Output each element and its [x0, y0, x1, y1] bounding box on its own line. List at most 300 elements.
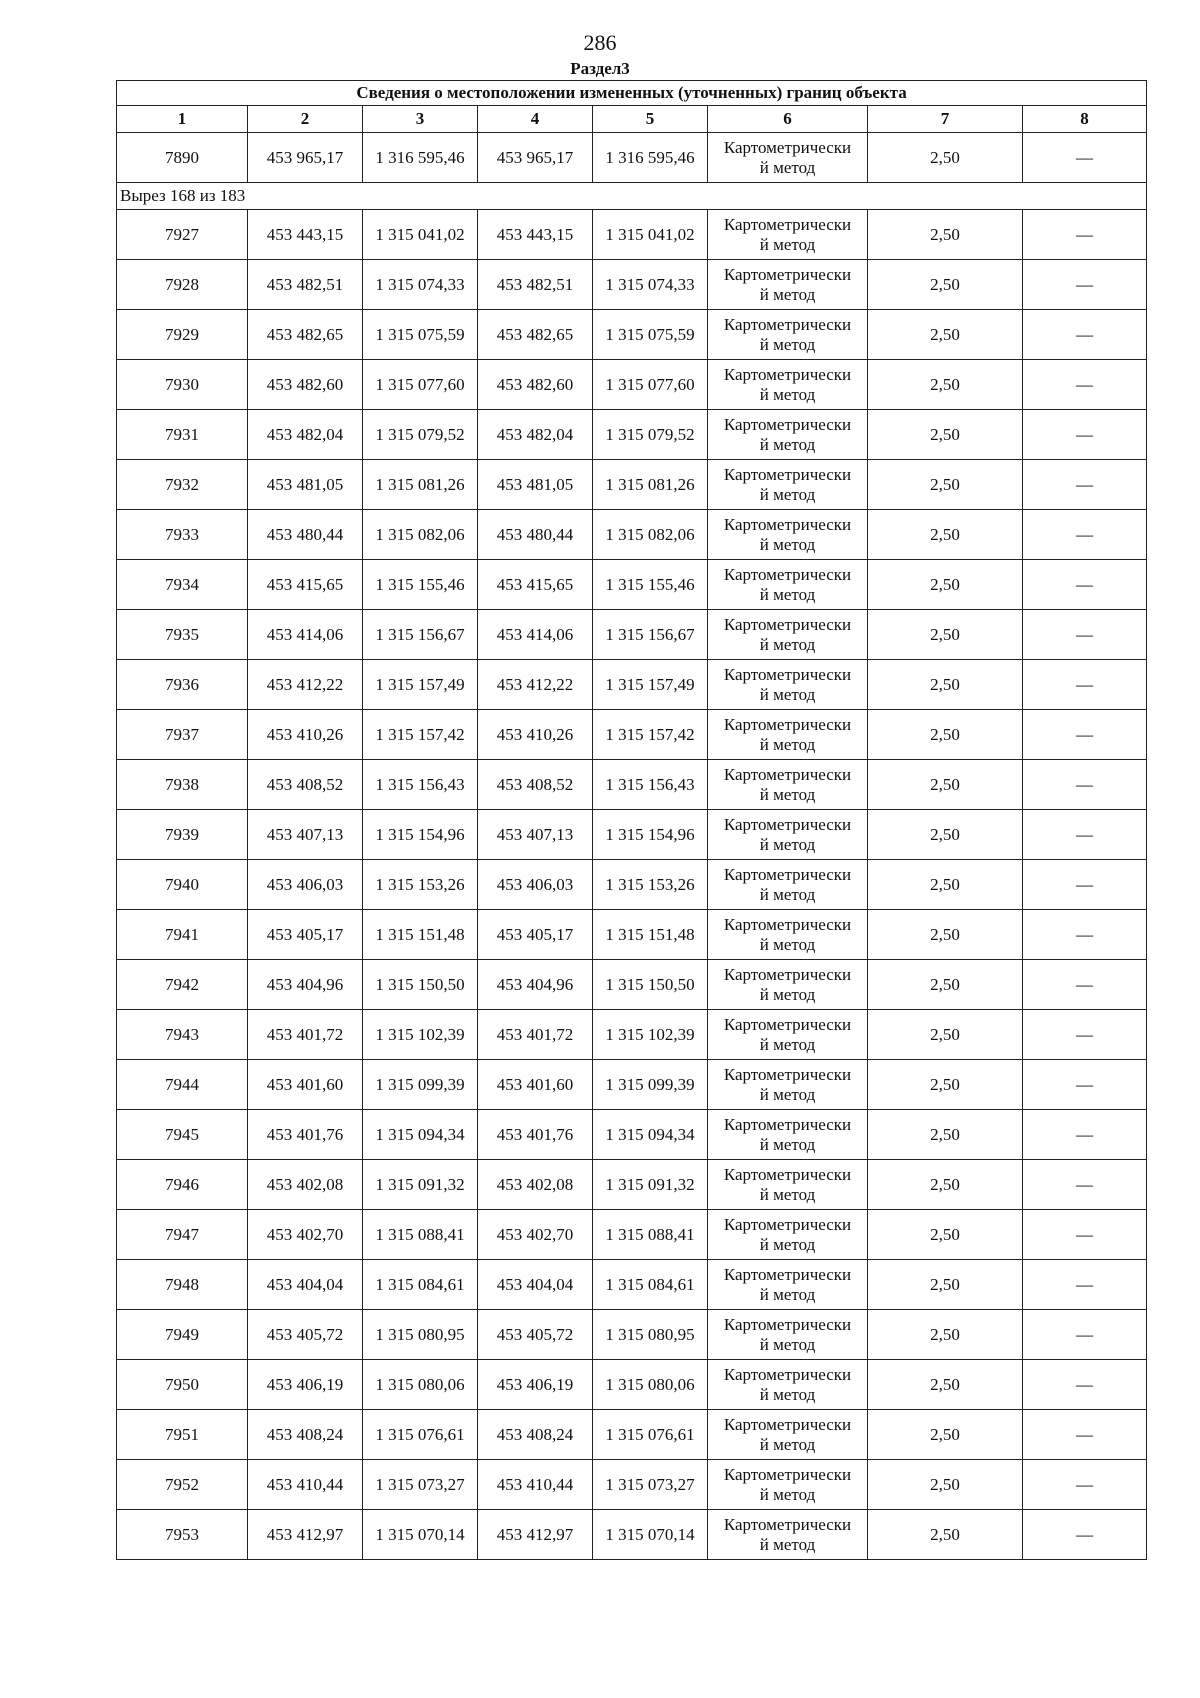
x-new: 453 443,15 — [478, 210, 593, 260]
x-old: 453 410,44 — [248, 1460, 363, 1510]
method-line: Картометрически — [723, 414, 852, 434]
method-cell — [708, 560, 868, 610]
x-new: 453 404,04 — [478, 1260, 593, 1310]
y-old: 1 315 075,59 — [363, 310, 478, 360]
method-line: Картометрически — [723, 864, 852, 884]
table-row — [117, 1460, 1147, 1510]
x-old: 453 401,60 — [248, 1060, 363, 1110]
x-old: 453 482,04 — [248, 410, 363, 460]
y-old: 1 315 091,32 — [363, 1160, 478, 1210]
accuracy: 2,50 — [868, 610, 1023, 660]
method-cell — [708, 910, 868, 960]
point-number: 7937 — [117, 710, 248, 760]
table-row — [117, 310, 1147, 360]
point-number: 7949 — [117, 1310, 248, 1360]
method-line: й метод — [759, 684, 816, 704]
x-old: 453 401,76 — [248, 1110, 363, 1160]
method-line: Картометрически — [723, 514, 852, 534]
y-new: 1 315 080,95 — [593, 1310, 708, 1360]
y-new: 1 315 151,48 — [593, 910, 708, 960]
x-old: 453 965,17 — [248, 133, 363, 183]
note: — — [1023, 210, 1147, 260]
x-old: 453 412,97 — [248, 1510, 363, 1560]
y-new: 1 315 079,52 — [593, 410, 708, 460]
x-new: 453 965,17 — [478, 133, 593, 183]
note: — — [1023, 510, 1147, 560]
x-new: 453 414,06 — [478, 610, 593, 660]
column-header: 7 — [868, 106, 1023, 133]
method-line: Картометрически — [723, 214, 852, 234]
method-line: Картометрически — [723, 564, 852, 584]
method-line: й метод — [759, 1484, 816, 1504]
method-cell — [708, 360, 868, 410]
table-row — [117, 133, 1147, 183]
method-line: й метод — [759, 284, 816, 304]
method-line: Картометрически — [723, 814, 852, 834]
point-number: 7938 — [117, 760, 248, 810]
table-row — [117, 760, 1147, 810]
method-cell — [708, 1210, 868, 1260]
accuracy: 2,50 — [868, 1360, 1023, 1410]
y-old: 1 315 082,06 — [363, 510, 478, 560]
method-line: Картометрически — [723, 1464, 852, 1484]
column-header: 3 — [363, 106, 478, 133]
point-number: 7890 — [117, 133, 248, 183]
method-cell — [708, 760, 868, 810]
table-row — [117, 810, 1147, 860]
y-new: 1 315 074,33 — [593, 260, 708, 310]
accuracy: 2,50 — [868, 1260, 1023, 1310]
table-row — [117, 660, 1147, 710]
method-line: й метод — [759, 1534, 816, 1554]
accuracy: 2,50 — [868, 210, 1023, 260]
y-old: 1 315 088,41 — [363, 1210, 478, 1260]
accuracy: 2,50 — [868, 1110, 1023, 1160]
note: — — [1023, 360, 1147, 410]
accuracy: 2,50 — [868, 360, 1023, 410]
method-line: й метод — [759, 584, 816, 604]
accuracy: 2,50 — [868, 1410, 1023, 1460]
table-caption-row — [117, 81, 1147, 106]
method-line: Картометрически — [723, 1014, 852, 1034]
method-line: Картометрически — [723, 1314, 852, 1334]
table-row — [117, 860, 1147, 910]
y-new: 1 315 157,42 — [593, 710, 708, 760]
accuracy: 2,50 — [868, 1460, 1023, 1510]
method-line: й метод — [759, 734, 816, 754]
x-old: 453 414,06 — [248, 610, 363, 660]
accuracy: 2,50 — [868, 660, 1023, 710]
table-row — [117, 460, 1147, 510]
note: — — [1023, 1310, 1147, 1360]
x-old: 453 406,19 — [248, 1360, 363, 1410]
note: — — [1023, 860, 1147, 910]
table-row — [117, 260, 1147, 310]
table-row — [117, 1210, 1147, 1260]
method-cell — [708, 510, 868, 560]
y-new: 1 315 099,39 — [593, 1060, 708, 1110]
y-old: 1 315 077,60 — [363, 360, 478, 410]
accuracy: 2,50 — [868, 1060, 1023, 1110]
y-new: 1 315 075,59 — [593, 310, 708, 360]
y-old: 1 315 094,34 — [363, 1110, 478, 1160]
point-number: 7953 — [117, 1510, 248, 1560]
table-row — [117, 1510, 1147, 1560]
x-new: 453 410,26 — [478, 710, 593, 760]
note: — — [1023, 1260, 1147, 1310]
y-new: 1 315 077,60 — [593, 360, 708, 410]
y-new: 1 315 088,41 — [593, 1210, 708, 1260]
x-new: 453 481,05 — [478, 460, 593, 510]
y-old: 1 315 151,48 — [363, 910, 478, 960]
note: — — [1023, 660, 1147, 710]
x-old: 453 443,15 — [248, 210, 363, 260]
point-number: 7939 — [117, 810, 248, 860]
note: — — [1023, 1060, 1147, 1110]
note: — — [1023, 1460, 1147, 1510]
column-header: 4 — [478, 106, 593, 133]
method-cell — [708, 1010, 868, 1060]
y-old: 1 315 080,95 — [363, 1310, 478, 1360]
method-cell — [708, 1460, 868, 1510]
note: — — [1023, 560, 1147, 610]
note: — — [1023, 1510, 1147, 1560]
accuracy: 2,50 — [868, 1210, 1023, 1260]
x-new: 453 410,44 — [478, 1460, 593, 1510]
x-old: 453 402,70 — [248, 1210, 363, 1260]
note: — — [1023, 133, 1147, 183]
y-new: 1 315 076,61 — [593, 1410, 708, 1460]
method-line: й метод — [759, 834, 816, 854]
accuracy: 2,50 — [868, 710, 1023, 760]
x-new: 453 482,51 — [478, 260, 593, 310]
method-line: Картометрически — [723, 314, 852, 334]
point-number: 7934 — [117, 560, 248, 610]
table-row — [117, 560, 1147, 610]
method-line: й метод — [759, 384, 816, 404]
method-cell — [708, 460, 868, 510]
table-row — [117, 510, 1147, 560]
point-number: 7941 — [117, 910, 248, 960]
method-line: й метод — [759, 1084, 816, 1104]
point-number: 7930 — [117, 360, 248, 410]
point-number: 7940 — [117, 860, 248, 910]
y-old: 1 315 154,96 — [363, 810, 478, 860]
y-new: 1 315 073,27 — [593, 1460, 708, 1510]
y-old: 1 315 070,14 — [363, 1510, 478, 1560]
y-new: 1 315 094,34 — [593, 1110, 708, 1160]
point-number: 7952 — [117, 1460, 248, 1510]
method-cell — [708, 960, 868, 1010]
y-old: 1 315 076,61 — [363, 1410, 478, 1460]
y-new: 1 315 091,32 — [593, 1160, 708, 1210]
method-line: Картометрически — [723, 1514, 852, 1534]
y-old: 1 315 074,33 — [363, 260, 478, 310]
x-new: 453 408,24 — [478, 1410, 593, 1460]
x-new: 453 401,60 — [478, 1060, 593, 1110]
column-header: 5 — [593, 106, 708, 133]
point-number: 7929 — [117, 310, 248, 360]
note: — — [1023, 910, 1147, 960]
method-line: й метод — [759, 1384, 816, 1404]
method-line: Картометрически — [723, 464, 852, 484]
column-header-row — [117, 106, 1147, 133]
y-old: 1 315 080,06 — [363, 1360, 478, 1410]
y-old: 1 315 079,52 — [363, 410, 478, 460]
x-new: 453 405,72 — [478, 1310, 593, 1360]
method-line: Картометрически — [723, 1414, 852, 1434]
method-line: й метод — [759, 1334, 816, 1354]
x-old: 453 401,72 — [248, 1010, 363, 1060]
method-cell — [708, 710, 868, 760]
x-old: 453 407,13 — [248, 810, 363, 860]
section-title: Раздел3 — [570, 59, 630, 78]
y-old: 1 315 081,26 — [363, 460, 478, 510]
x-old: 453 480,44 — [248, 510, 363, 560]
accuracy: 2,50 — [868, 1010, 1023, 1060]
x-new: 453 480,44 — [478, 510, 593, 560]
method-line: Картометрически — [723, 614, 852, 634]
method-line: й метод — [759, 1434, 816, 1454]
note: — — [1023, 710, 1147, 760]
point-number: 7935 — [117, 610, 248, 660]
x-new: 453 404,96 — [478, 960, 593, 1010]
column-header: 6 — [708, 106, 868, 133]
accuracy: 2,50 — [868, 460, 1023, 510]
table-row — [117, 960, 1147, 1010]
cut-label: Вырез 168 из 183 — [117, 183, 1147, 210]
method-line: й метод — [759, 534, 816, 554]
note: — — [1023, 1210, 1147, 1260]
column-header: 8 — [1023, 106, 1147, 133]
y-old: 1 315 156,67 — [363, 610, 478, 660]
method-cell — [708, 1310, 868, 1360]
y-new: 1 315 150,50 — [593, 960, 708, 1010]
y-old: 1 315 073,27 — [363, 1460, 478, 1510]
method-line: й метод — [759, 934, 816, 954]
accuracy: 2,50 — [868, 310, 1023, 360]
y-new: 1 315 153,26 — [593, 860, 708, 910]
point-number: 7933 — [117, 510, 248, 560]
method-line: Картометрически — [723, 914, 852, 934]
x-old: 453 410,26 — [248, 710, 363, 760]
column-header: 1 — [117, 106, 248, 133]
method-cell — [708, 1160, 868, 1210]
x-new: 453 412,22 — [478, 660, 593, 710]
method-line: й метод — [759, 484, 816, 504]
x-new: 453 401,72 — [478, 1010, 593, 1060]
note: — — [1023, 1110, 1147, 1160]
method-cell — [708, 1060, 868, 1110]
x-old: 453 482,60 — [248, 360, 363, 410]
point-number: 7950 — [117, 1360, 248, 1410]
method-cell — [708, 133, 868, 183]
table-row — [117, 1310, 1147, 1360]
note: — — [1023, 460, 1147, 510]
table-caption: Сведения о местоположении измененных (уточненных) границ объекта — [117, 81, 1147, 106]
method-line: Картометрически — [723, 364, 852, 384]
table-row — [117, 1260, 1147, 1310]
y-old: 1 315 084,61 — [363, 1260, 478, 1310]
point-number: 7936 — [117, 660, 248, 710]
y-old: 1 315 150,50 — [363, 960, 478, 1010]
table-row — [117, 210, 1147, 260]
x-old: 453 405,17 — [248, 910, 363, 960]
accuracy: 2,50 — [868, 510, 1023, 560]
method-line: Картометрически — [723, 1264, 852, 1284]
x-new: 453 406,19 — [478, 1360, 593, 1410]
point-number: 7928 — [117, 260, 248, 310]
note: — — [1023, 1410, 1147, 1460]
method-line: й метод — [759, 1284, 816, 1304]
method-line: Картометрически — [723, 1214, 852, 1234]
method-line: й метод — [759, 634, 816, 654]
x-old: 453 482,65 — [248, 310, 363, 360]
method-line: й метод — [759, 234, 816, 254]
x-new: 453 405,17 — [478, 910, 593, 960]
x-new: 453 407,13 — [478, 810, 593, 860]
y-old: 1 315 041,02 — [363, 210, 478, 260]
method-cell — [708, 1510, 868, 1560]
y-new: 1 315 157,49 — [593, 660, 708, 710]
method-line: й метод — [759, 1234, 816, 1254]
method-cell — [708, 1110, 868, 1160]
y-new: 1 315 154,96 — [593, 810, 708, 860]
method-line: Картометрически — [723, 137, 852, 157]
method-line: й метод — [759, 1134, 816, 1154]
table-row — [117, 710, 1147, 760]
accuracy: 2,50 — [868, 133, 1023, 183]
x-new: 453 415,65 — [478, 560, 593, 610]
accuracy: 2,50 — [868, 760, 1023, 810]
table-row — [117, 1110, 1147, 1160]
x-new: 453 412,97 — [478, 1510, 593, 1560]
accuracy: 2,50 — [868, 560, 1023, 610]
table-row — [117, 1410, 1147, 1460]
method-cell — [708, 810, 868, 860]
x-old: 453 405,72 — [248, 1310, 363, 1360]
column-header: 2 — [248, 106, 363, 133]
x-old: 453 408,52 — [248, 760, 363, 810]
y-old: 1 315 102,39 — [363, 1010, 478, 1060]
table-row — [117, 360, 1147, 410]
note: — — [1023, 1010, 1147, 1060]
y-new: 1 315 081,26 — [593, 460, 708, 510]
method-line: й метод — [759, 1184, 816, 1204]
x-old: 453 408,24 — [248, 1410, 363, 1460]
table-row — [117, 910, 1147, 960]
x-new: 453 482,60 — [478, 360, 593, 410]
note: — — [1023, 610, 1147, 660]
method-line: Картометрически — [723, 1064, 852, 1084]
method-cell — [708, 1260, 868, 1310]
y-new: 1 315 156,43 — [593, 760, 708, 810]
accuracy: 2,50 — [868, 260, 1023, 310]
x-new: 453 401,76 — [478, 1110, 593, 1160]
method-cell — [708, 260, 868, 310]
y-new: 1 315 102,39 — [593, 1010, 708, 1060]
table-row — [117, 1010, 1147, 1060]
point-number: 7947 — [117, 1210, 248, 1260]
note: — — [1023, 410, 1147, 460]
method-line: й метод — [759, 157, 816, 177]
y-new: 1 315 084,61 — [593, 1260, 708, 1310]
method-line: й метод — [759, 334, 816, 354]
y-old: 1 315 157,49 — [363, 660, 478, 710]
y-new: 1 315 070,14 — [593, 1510, 708, 1560]
x-old: 453 482,51 — [248, 260, 363, 310]
y-new: 1 315 080,06 — [593, 1360, 708, 1410]
method-cell — [708, 310, 868, 360]
x-old: 453 404,04 — [248, 1260, 363, 1310]
accuracy: 2,50 — [868, 910, 1023, 960]
x-new: 453 402,70 — [478, 1210, 593, 1260]
y-new: 1 315 082,06 — [593, 510, 708, 560]
table-row — [117, 1360, 1147, 1410]
point-number: 7951 — [117, 1410, 248, 1460]
method-cell — [708, 610, 868, 660]
method-cell — [708, 1360, 868, 1410]
x-old: 453 481,05 — [248, 460, 363, 510]
point-number: 7948 — [117, 1260, 248, 1310]
x-old: 453 406,03 — [248, 860, 363, 910]
note: — — [1023, 960, 1147, 1010]
point-number: 7944 — [117, 1060, 248, 1110]
method-cell — [708, 660, 868, 710]
y-old: 1 316 595,46 — [363, 133, 478, 183]
point-number: 7942 — [117, 960, 248, 1010]
x-new: 453 482,04 — [478, 410, 593, 460]
y-old: 1 315 156,43 — [363, 760, 478, 810]
note: — — [1023, 1160, 1147, 1210]
point-number: 7943 — [117, 1010, 248, 1060]
x-new: 453 402,08 — [478, 1160, 593, 1210]
accuracy: 2,50 — [868, 860, 1023, 910]
table-row — [117, 410, 1147, 460]
x-new: 453 406,03 — [478, 860, 593, 910]
method-cell — [708, 210, 868, 260]
x-new: 453 482,65 — [478, 310, 593, 360]
method-line: Картометрически — [723, 764, 852, 784]
point-number: 7945 — [117, 1110, 248, 1160]
point-number: 7927 — [117, 210, 248, 260]
y-old: 1 315 153,26 — [363, 860, 478, 910]
method-cell — [708, 1410, 868, 1460]
method-line: й метод — [759, 884, 816, 904]
method-line: Картометрически — [723, 714, 852, 734]
method-line: Картометрически — [723, 664, 852, 684]
accuracy: 2,50 — [868, 810, 1023, 860]
y-new: 1 315 156,67 — [593, 610, 708, 660]
accuracy: 2,50 — [868, 1310, 1023, 1360]
point-number: 7946 — [117, 1160, 248, 1210]
method-line: й метод — [759, 784, 816, 804]
method-line: й метод — [759, 1034, 816, 1054]
point-number: 7932 — [117, 460, 248, 510]
accuracy: 2,50 — [868, 1160, 1023, 1210]
cut-row — [117, 183, 1147, 210]
x-old: 453 412,22 — [248, 660, 363, 710]
table-row — [117, 610, 1147, 660]
note: — — [1023, 310, 1147, 360]
y-old: 1 315 099,39 — [363, 1060, 478, 1110]
method-cell — [708, 410, 868, 460]
method-line: й метод — [759, 984, 816, 1004]
table-row — [117, 1160, 1147, 1210]
y-old: 1 315 155,46 — [363, 560, 478, 610]
accuracy: 2,50 — [868, 1510, 1023, 1560]
y-new: 1 316 595,46 — [593, 133, 708, 183]
